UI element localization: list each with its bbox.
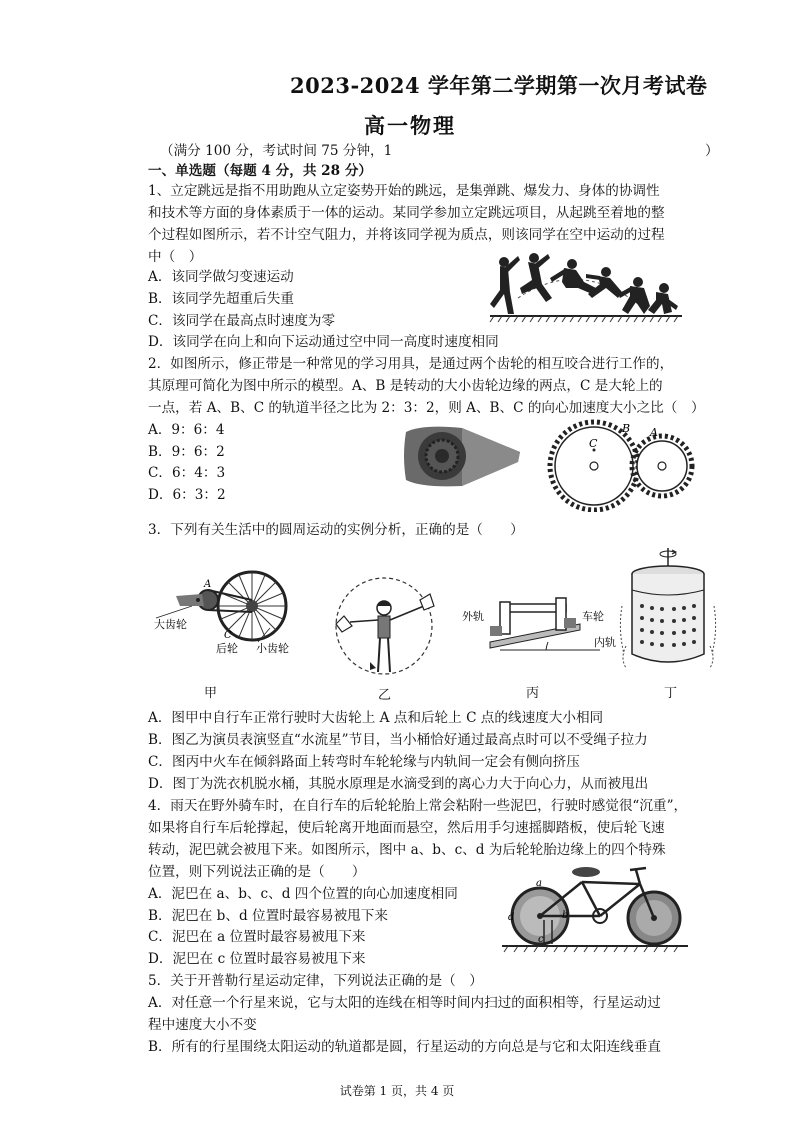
bing-label-inner-rail: 内轨 [594,636,616,649]
gear-label-a: A [650,426,658,439]
q4-option-d: D．泥巴在 c 位置时最容易被甩下来 [148,951,366,967]
bike-label-a: a [536,878,542,889]
q1-option-b: B．该同学先超重后失重 [148,291,294,307]
q4-line-2: 如果将自行车后轮撑起，使后轮离开地面而悬空，然后用手匀速摇脚踏板，使后轮飞速 [148,820,665,836]
jia-label-small-gear: 小齿轮 [256,642,289,655]
q1-option-a: A．该同学做匀变速运动 [148,269,294,285]
gear-label-b: B [622,422,631,435]
q3-option-a: A．图甲中自行车正常行驶时大齿轮上 A 点和后轮上 C 点的线速度大小相同 [148,710,604,726]
long-jump-figure [488,248,684,324]
page-footer: 试卷第 1 页，共 4 页 [339,1084,455,1098]
subject-title: 高一物理 [364,113,456,138]
q5-option-a-line-1: A．对任意一个行星来说，它与太阳的连线在相等时间内扫过的面积相等，行星运动过 [148,995,661,1011]
q2-line-2: 其原理可简化为图中所示的模型。A、B 是转动的大小齿轮边缘的两点，C 是大轮上的 [148,378,663,394]
q1-line-4: 中（ ） [148,249,203,265]
q1-line-1: 1、立定跳远是指不用助跑从立定姿势开始的跳远，是集弹跳、爆发力、身体的协调性 [148,183,660,199]
gear-label-c: C [589,437,598,450]
q5-option-a-line-2: 程中速度大小不变 [148,1017,257,1033]
bing-label-outer-rail: 外轨 [462,610,484,623]
q4-option-c: C．泥巴在 a 位置时最容易被甩下来 [148,929,366,945]
q5-option-b: B．所有的行星围绕太阳运动的轨道都是圆，行星运动的方向总是与它和太阳连线垂直 [148,1039,661,1055]
gear-model-figure [546,416,696,512]
q4-option-a: A．泥巴在 a、b、c、d 四个位置的向心加速度相同 [148,886,458,902]
jia-label-rear-wheel: 后轮 [216,642,238,655]
exam-title: 2023-2024 学年第二学期第一次月考试卷 [290,73,708,98]
q5-stem: 5．关于开普勒行星运动定律，下列说法正确的是（ ） [148,973,483,989]
caption-bing: 丙 [526,686,540,701]
figure-jia-bicycle-drive [152,566,302,660]
caption-yi: 乙 [378,688,392,703]
jia-label-c: C [224,630,232,641]
q2-option-d: D．6：3：2 [148,487,226,503]
q3-option-b: B．图乙为演员表演竖直“水流星”节目，当小桶恰好通过最高点时可以不受绳子拉力 [148,732,648,748]
q4-option-b: B．泥巴在 b、d 位置时最容易被甩下来 [148,908,388,924]
q2-line-1: 2．如图所示，修正带是一种常见的学习用具，是通过两个齿轮的相互咬合进行工作的， [148,356,674,372]
caption-jia: 甲 [204,686,218,701]
bike-label-c: c [538,934,544,945]
q1-line-3: 个过程如图所示，若不计空气阻力，并将该同学视为质点，则该同学在空中运动的过程 [148,227,665,243]
q2-option-c: C．6：4：3 [148,465,226,481]
q4-line-4: 位置，则下列说法正确的是（ ） [148,864,366,880]
q2-option-a: A．9：6：4 [148,422,225,438]
q3-stem: 3．下列有关生活中的圆周运动的实例分析，正确的是（ ） [148,522,524,538]
q2-line-3: 一点，若 A、B、C 的轨道半径之比为 2：3：2，则 A、B、C 的向心加速度大小之比（ ） [148,400,705,416]
figure-bing-train-curve [460,590,632,656]
bike-label-d: d [508,912,515,923]
bing-label-wheel: 车轮 [582,610,604,623]
q1-option-c: C．该同学在最高点时速度为零 [148,313,336,329]
q2-option-b: B．9：6：2 [148,444,225,460]
q3-option-c: C．图丙中火车在倾斜路面上转弯时车轮轮缘与内轨间一定会有侧向挤压 [148,754,580,770]
jia-label-a: A [204,579,212,590]
bicycle-rear-wheel-figure [500,862,690,954]
q4-line-3: 转动，泥巴就会被甩下来。如图所示，图中 a、b、c、d 为后轮轮胎边缘上的四个特殊 [148,842,666,858]
section-heading: 一、单选题（每题 4 分，共 28 分） [148,163,373,179]
figure-ding-spin-dryer [618,546,718,680]
figure-yi-water-meteor [330,566,440,680]
bike-label-b: b [562,910,569,921]
caption-ding: 丁 [664,686,678,701]
q1-option-d: D．该同学在向上和向下运动通过空中同一高度时速度相同 [148,334,499,350]
exam-info: （满分 100 分，考试时间 75 分钟，1 ） [160,143,719,159]
q1-line-2: 和技术等方面的身体素质于一体的运动。某同学参加立定跳远项目，从起跳至着地的整 [148,205,665,221]
jia-label-big-gear: 大齿轮 [154,618,187,631]
q3-option-d: D．图丁为洗衣机脱水桶，其脱水原理是水滴受到的离心力大于向心力，从而被甩出 [148,776,649,792]
q4-line-1: 4．雨天在野外骑车时，在自行车的后轮轮胎上常会粘附一些泥巴，行驶时感觉很“沉重”， [148,798,688,814]
correction-tape-photo [402,422,524,490]
